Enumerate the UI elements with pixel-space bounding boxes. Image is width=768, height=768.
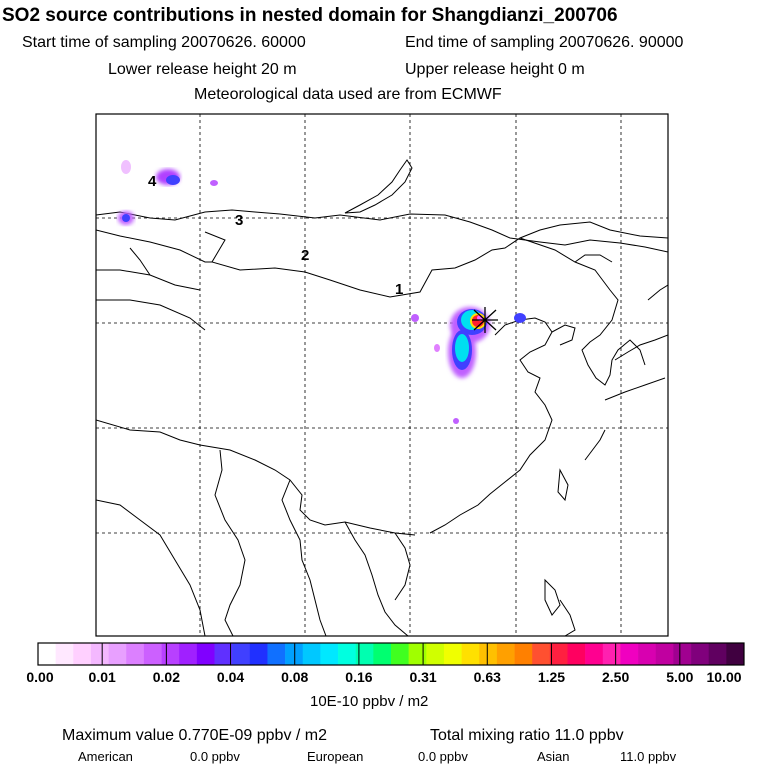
spot-southwest [434,344,440,352]
colorbar-swatch [426,643,444,665]
spot-nw-2-core [122,214,130,222]
colorbar-swatch [656,643,674,665]
station-marker-icon [472,307,498,333]
trajectory-label-4: 4 [148,173,157,190]
start-time-text: Start time of sampling 20070626. 60000 [22,34,306,51]
colorbar-tick-label: 2.50 [602,669,630,685]
colorbar-swatch [550,643,568,665]
colorbar-swatch [603,643,621,665]
colorbar-tick-label: 0.16 [345,669,373,685]
spot-nw-1-core [166,175,180,185]
colorbar-tick-label: 0.04 [216,669,245,685]
colorbar-swatch [232,643,250,665]
colorbar-tick-label: 0.31 [409,669,437,685]
colorbar-tick-label: 10.00 [706,669,742,685]
colorbar-tick-label: 0.01 [88,669,116,685]
colorbar-swatch [197,643,215,665]
colorbar-swatch [532,643,550,665]
colorbar-swatch [479,643,497,665]
colorbar-swatch [568,643,586,665]
total-mixing-ratio-text: Total mixing ratio 11.0 ppbv [430,727,624,744]
colorbar-units: 10E-10 ppbv / m2 [310,693,429,710]
trajectory-label-1: 1 [395,281,404,298]
colorbar-swatch [462,643,480,665]
american-label: American [78,749,133,764]
colorbar-swatch [144,643,162,665]
colorbar-swatch [638,643,656,665]
colorbar-swatch [250,643,268,665]
colorbar-swatch [726,643,744,665]
colorbar-swatch [303,643,321,665]
maximum-value-text: Maximum value 0.770E-09 ppbv / m2 [62,727,328,744]
colorbar-tick-label: 0.63 [473,669,501,685]
map-frame [96,114,668,636]
colorbar-swatch [444,643,462,665]
colorbar-swatch [38,643,56,665]
colorbar-tick-label: 0.08 [281,669,309,685]
asian-label: Asian [537,749,570,764]
lower-release-height-text: Lower release height 20 m [108,61,297,78]
spot-south [453,418,459,424]
colorbar-swatch [109,643,127,665]
colorbar-swatch [126,643,144,665]
american-value: 0.0 ppbv [190,749,240,764]
trajectory-label-3: 3 [235,212,244,229]
end-time-text: End time of sampling 20070626. 90000 [405,34,684,51]
colorbar-swatch [497,643,515,665]
colorbar-swatch [267,643,285,665]
colorbar-swatch [673,643,691,665]
colorbar-swatch [162,643,180,665]
plume-tail-cyan [455,334,469,362]
met-data-text: Meteorological data used are from ECMWF [194,86,502,103]
colorbar-swatch [179,643,197,665]
colorbar-swatch [56,643,74,665]
colorbar-swatch [709,643,727,665]
colorbar-swatch [373,643,391,665]
colorbar-swatch [338,643,356,665]
european-value: 0.0 ppbv [418,749,468,764]
trajectory-label-2: 2 [301,247,310,264]
colorbar-tick-label: 5.00 [666,669,694,685]
spot-nw-3 [210,180,218,186]
upper-release-height-text: Upper release height 0 m [405,61,585,78]
colorbar-swatch [391,643,409,665]
colorbar-swatch [320,643,338,665]
colorbar-swatch [215,643,233,665]
spot-nw-4 [121,160,131,174]
colorbar-tick-label: 0.00 [26,669,54,685]
colorbar [38,643,744,665]
colorbar-swatch [73,643,91,665]
colorbar-swatch [91,643,109,665]
colorbar-swatch [515,643,533,665]
colorbar-swatch [356,643,374,665]
map-title: SO2 source contributions in nested domain for Shangdianzi_200706 [2,5,618,26]
colorbar-tick-label: 0.02 [152,669,180,685]
colorbar-swatch [620,643,638,665]
colorbar-swatch [691,643,709,665]
european-label: European [307,749,364,764]
colorbar-swatch [409,643,427,665]
spot-west [411,314,419,322]
spot-east [514,313,526,323]
colorbar-swatch [285,643,303,665]
colorbar-swatch [585,643,603,665]
colorbar-tick-label: 1.25 [537,669,566,685]
asian-value: 11.0 ppbv [620,749,677,764]
